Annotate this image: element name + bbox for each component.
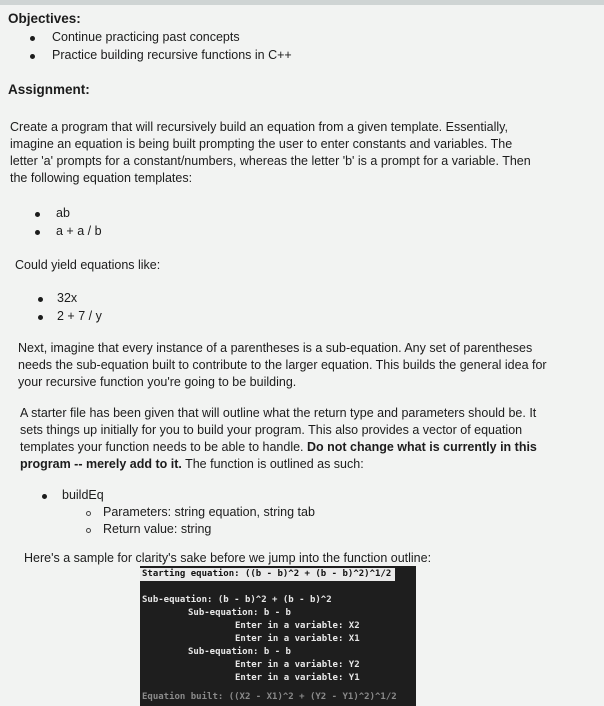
example-item: 32x <box>57 291 78 305</box>
terminal-line-result: Equation built: ((X2 - X1)^2 + (Y2 - Y1)^2)^1/2 <box>142 692 397 702</box>
bullet-dot <box>35 230 40 235</box>
template-item: a + a / b <box>56 224 102 238</box>
paragraph-text: templates your function needs to be able to handle. <box>20 440 307 454</box>
paragraph-line: your recursive function you're going to be building. <box>18 375 297 389</box>
terminal-line: Enter in a variable: Y1 <box>235 673 360 683</box>
objectives-heading: Objectives: <box>8 11 81 26</box>
paragraph-line <box>20 456 364 473</box>
paragraph-line: the following equation templates: <box>10 171 193 185</box>
paragraph-line: imagine an equation is being built prompting the user to enter constants and variables. The <box>10 137 513 151</box>
function-params: Parameters: string equation, string tab <box>103 505 315 519</box>
paragraph-line: A starter file has been given that will outline what the return type and parameters should be. It <box>20 406 537 420</box>
template-item: ab <box>56 206 70 220</box>
emphasis-text: program -- merely add to it. <box>20 457 182 471</box>
paragraph-line: needs the sub-equation built to contribute to the larger equation. This builds the general idea for <box>18 358 547 372</box>
terminal-line: Enter in a variable: X2 <box>235 621 360 631</box>
bullet-dot <box>38 315 43 320</box>
sub-bullet-ring <box>86 511 91 516</box>
paragraph-line: Create a program that will recursively build an equation from a given template. Essentially, <box>10 120 508 134</box>
bullet-dot <box>42 494 47 499</box>
bullet-dot <box>38 297 43 302</box>
bullet-dot <box>35 212 40 217</box>
bullet-dot <box>30 54 35 59</box>
terminal-line-starting: Starting equation: ((b - b)^2 + (b - b)^2)^1/2 <box>140 568 395 581</box>
paragraph-text: The function is outlined as such: <box>181 457 364 471</box>
paragraph-line: letter 'a' prompts for a constant/numbers, whereas the letter 'b' is a prompt for a variable. Then <box>10 154 531 168</box>
terminal-line: Sub-equation: b - b <box>188 608 291 618</box>
terminal-output <box>140 566 416 706</box>
emphasis-text: Do not change what is currently in this <box>307 440 537 454</box>
terminal-line: Sub-equation: b - b <box>188 647 291 657</box>
objective-item: Continue practicing past concepts <box>52 30 240 44</box>
objective-item: Practice building recursive functions in C++ <box>52 48 292 62</box>
terminal-line: Sub-equation: (b - b)^2 + (b - b)^2 <box>142 595 332 605</box>
sub-bullet-ring <box>86 528 91 533</box>
paragraph-line: sets things up initially for you to build your program. This also provides a vector of equation <box>20 423 523 437</box>
function-name: buildEq <box>62 488 104 502</box>
paragraph-line: Next, imagine that every instance of a parentheses is a sub-equation. Any set of parentheses <box>18 341 533 355</box>
paragraph-line <box>20 439 537 456</box>
sample-intro: Here's a sample for clarity's sake before we jump into the function outline: <box>24 551 432 565</box>
terminal-line: Enter in a variable: X1 <box>235 634 360 644</box>
bullet-dot <box>30 36 35 41</box>
function-returns: Return value: string <box>103 522 212 536</box>
could-yield-text: Could yield equations like: <box>15 258 161 272</box>
terminal-line: Enter in a variable: Y2 <box>235 660 360 670</box>
assignment-heading: Assignment: <box>8 82 90 97</box>
example-item: 2 + 7 / y <box>57 309 102 323</box>
